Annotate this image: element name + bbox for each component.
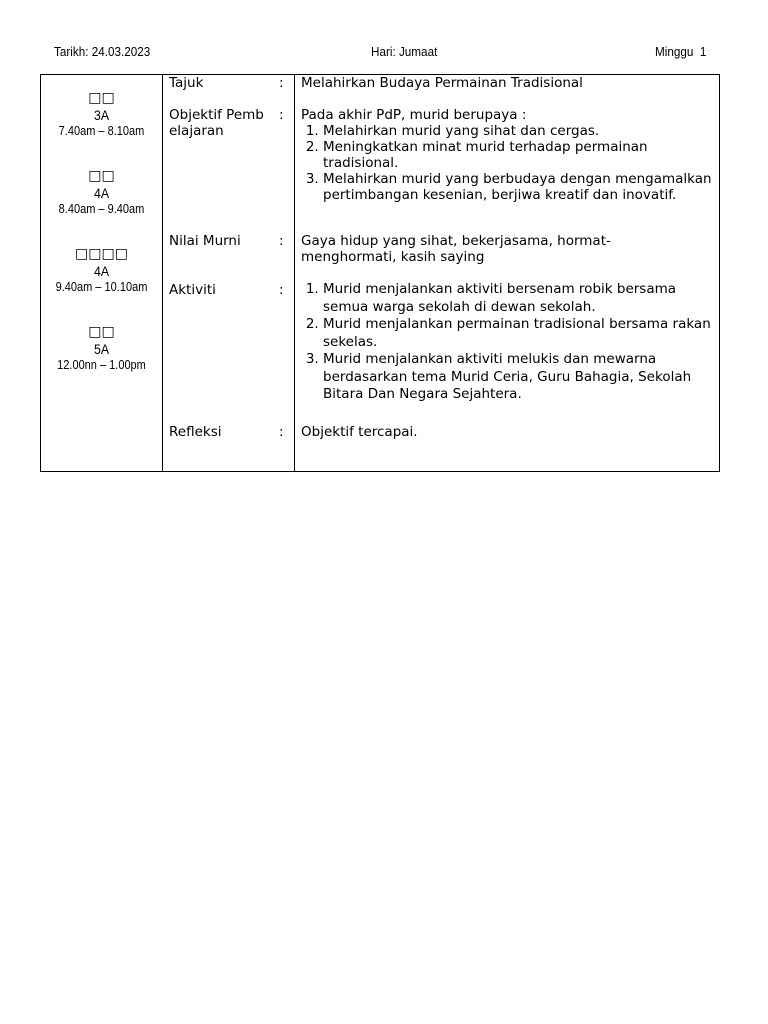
list-item: 1. Melahirkan murid yang sihat dan cergas.: [323, 123, 717, 139]
column-divider: [162, 75, 163, 471]
row-colon: :: [279, 107, 284, 123]
session-class: 5A: [93, 341, 110, 357]
row-label-nilai: Nilai Murni: [169, 233, 241, 249]
date-header: Tarikh: 24.03.2023: [54, 44, 151, 59]
row-colon: :: [279, 233, 284, 249]
session-time: 12.00nn – 1.00pm: [57, 358, 146, 372]
row-colon: :: [279, 282, 284, 298]
session-2: [41, 168, 162, 217]
objektif-content: [301, 107, 717, 203]
row-label-tajuk: Tajuk: [169, 75, 204, 91]
session-class: 4A: [93, 185, 110, 201]
session-time: 9.40am – 10.10am: [55, 280, 148, 294]
row-label-objektif: Objektif Pembelajaran: [169, 107, 264, 139]
refleksi-content: Objektif tercapai.: [301, 424, 418, 440]
list-item: 2. Murid menjalankan permainan tradisional bersama rakan sekelas.: [323, 316, 717, 351]
session-4: [41, 324, 162, 373]
session-subject: □□: [88, 168, 115, 184]
session-1: [41, 90, 162, 139]
session-subject: □□: [88, 324, 115, 340]
aktiviti-list: [301, 281, 717, 404]
list-item: 3. Murid menjalankan aktiviti melukis dan mewarna berdasarkan tema Murid Ceria, Guru Bahagia, Sekolah Bitara Dan Negara Sejahtera.: [323, 351, 717, 404]
session-3: [41, 246, 162, 295]
day-header: Hari: Jumaat: [371, 44, 438, 59]
objektif-list: [301, 123, 717, 203]
aktiviti-content: [301, 281, 717, 404]
session-subject: □□□□: [75, 246, 128, 262]
session-class: 3A: [93, 107, 110, 123]
list-item: 1. Murid menjalankan aktiviti bersenam robik bersama semua warga sekolah di dewan sekolah.: [323, 281, 717, 316]
objektif-intro: Pada akhir PdP, murid berupaya :: [301, 107, 527, 123]
list-item: 2. Meningkatkan minat murid terhadap permainan tradisional.: [323, 139, 717, 171]
row-colon: :: [279, 424, 284, 440]
lesson-plan-table: [40, 74, 720, 472]
row-colon: :: [279, 75, 284, 91]
tajuk-content: Melahirkan Budaya Permainan Tradisional: [301, 75, 583, 91]
session-time: 8.40am – 9.40am: [58, 202, 145, 216]
week-header: Minggu 1: [655, 44, 707, 59]
row-label-aktiviti: Aktiviti: [169, 282, 216, 298]
column-divider: [294, 75, 295, 471]
session-class: 4A: [93, 263, 110, 279]
nilai-content: Gaya hidup yang sihat, bekerjasama, hormat-menghormati, kasih saying: [301, 233, 611, 265]
row-label-refleksi: Refleksi: [169, 424, 222, 440]
session-time: 7.40am – 8.10am: [58, 124, 145, 138]
list-item: 3. Melahirkan murid yang berbudaya dengan mengamalkan pertimbangan kesenian, berjiwa kreatif dan inovatif.: [323, 171, 717, 203]
session-subject: □□: [88, 90, 115, 106]
